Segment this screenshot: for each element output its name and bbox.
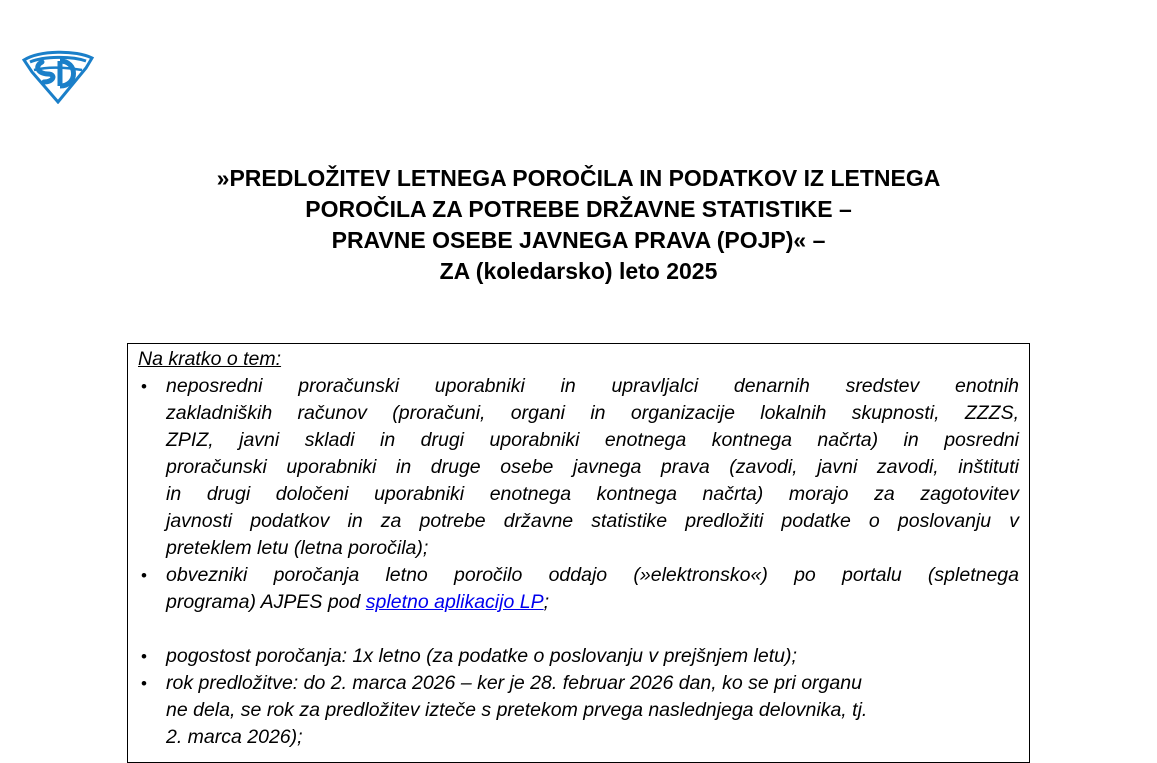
summary-list [138,373,1019,616]
list-item-line: • obvezniki poročanja letno poročilo oddajo (»elektronsko«) po portalu (spletnega [166,564,1019,586]
title-line-4: ZA (koledarsko) leto 2025 [439,258,718,284]
spacer [138,616,1019,643]
summary-list-2 [138,643,1019,751]
list-item-line: ne dela, se rok za predložitev izteče s pretekom prvega naslednjega delovnika, tj. [166,699,868,721]
sd-logo-shield-icon [20,48,96,104]
organization-logo [20,48,96,104]
list-item-line: • pogostost poročanja: 1x letno (za podatke o poslovanju v prejšnjem letu); [166,645,797,667]
title-line-2: POROČILA ZA POTREBE DRŽAVNE STATISTIKE – [305,196,852,222]
list-item-line: • rok predložitve: do 2. marca 2026 – ker je 28. februar 2026 dan, ko se pri organu [166,672,862,694]
list-item-text: programa) AJPES pod [166,591,366,613]
list-item-line: zakladniških računov (proračuni, organi in organizacije lokalnih skupnosti, ZZZS, [166,402,1019,424]
document-title [0,163,1157,287]
lp-app-link[interactable]: spletno aplikacijo LP [365,591,544,613]
list-item [138,670,1019,751]
summary-heading: Na kratko o tem: [138,348,282,370]
summary-box [127,343,1030,763]
list-item-line: javnosti podatkov in za potrebe državne statistike predložiti podatke o poslovanju v [166,510,1019,532]
list-item [138,562,1019,616]
list-item-line: ZPIZ, javni skladi in drugi uporabniki enotnega kontnega načrta) in posredni [166,429,1019,451]
list-item-line: 2. marca 2026); [166,726,303,748]
list-item-text: ; [543,591,549,613]
list-item-line: proračunski uporabniki in druge osebe javnega prava (zavodi, javni zavodi, inštituti [166,456,1019,478]
list-item-line: • neposredni proračunski uporabniki in upravljalci denarnih sredstev enotnih [166,375,1019,397]
list-item-line: preteklem letu (letna poročila); [166,537,429,559]
list-item-line [166,589,1019,616]
list-item-line: in drugi določeni uporabniki enotnega kontnega načrta) morajo za zagotovitev [166,483,1019,505]
title-line-1: »PREDLOŽITEV LETNEGA POROČILA IN PODATKOV IZ LETNEGA [216,165,941,191]
list-item [138,643,1019,670]
list-item [138,373,1019,562]
title-line-3: PRAVNE OSEBE JAVNEGA PRAVA (POJP)« – [331,227,826,253]
